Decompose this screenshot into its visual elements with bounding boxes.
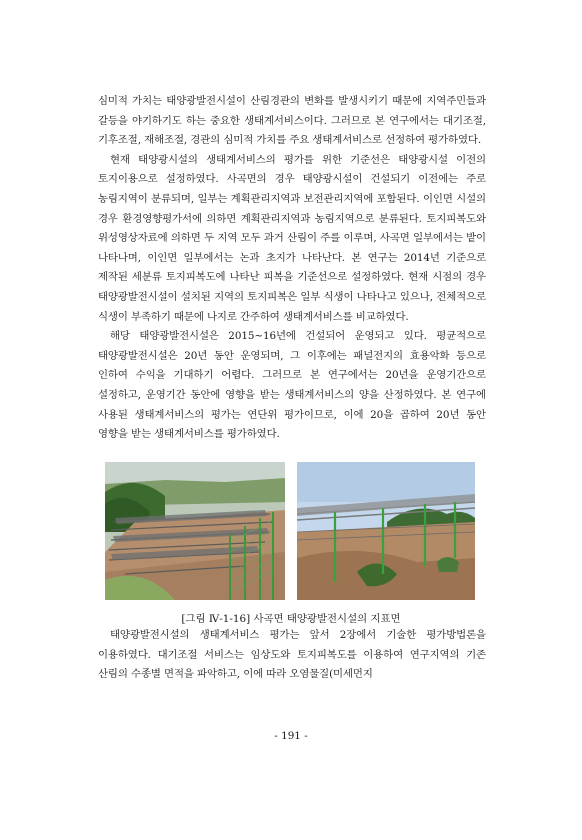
paragraph-2: 현재 태양광시설의 생태계서비스의 평가를 위한 기준선은 태양광시설 이전의 토지이용으로 설정하였다. 사곡면의 경우 태양광시설이 건설되기 이전에는 주로 농림지역이 분류되며, 일부는 계획관리지역과 보전관리지역에 포함된다. 이인면 시설의 경우 환경영향평가서에 의하면 계획관리지역과 농림지역으로 분류된다. 토지피복도와 위성영상자료에 의하면 두 지역 모두 과거 산림이 주를 이루며, 사곡면 일부에서는 밭이 나타나며, 이인면 일부에서는 논과 초지가 나타난다. 본 연구는 2014년 기준으로 제작된 세분류 토지피복도에 나타난 피복을 기준선으로 설정하였다. 현재 시점의 경우 태양광발전시설이 설치된 지역의 토지피복은 일부 식생이 나타나고 있으나, 전체적으로 식생이 부족하기 때문에 나지로 간주하여 생태계서비스를 비교하였다. xyxy=(98,153,486,323)
figure-photos xyxy=(105,462,475,602)
body-text-top xyxy=(98,92,486,445)
page-number: - 191 - xyxy=(274,730,308,742)
paragraph-4: 태양광발전시설의 생태계서비스 평가는 앞서 2장에서 기술한 평가방법론을 이용하였다. 대기조절 서비스는 임상도와 토지피복도를 이용하여 연구지역의 기존 산림의 수종별 면적을 파악하고, 이에 따라 오염물질(미세먼지 xyxy=(98,629,486,681)
figure-caption: [그림 Ⅳ-1-16] 사곡면 태양광발전시설의 지표면 xyxy=(181,613,401,625)
hillside-solar-panels-photo xyxy=(105,462,285,600)
slope-panel-frames-photo xyxy=(297,462,475,600)
body-text-bottom xyxy=(98,626,486,685)
paragraph-3: 해당 태양광발전시설은 2015~16년에 건설되어 운영되고 있다. 평균적으로 태양광발전시설은 20년 동안 운영되며, 그 이후에는 패널전지의 효용악화 등으로 인하여 수익을 기대하기 어렵다. 그러므로 본 연구에서는 20년을 운영기간으로 설정하고, 운영기간 동안에 영향을 받는 생태계서비스의 양을 산정하였다. 본 연구에 사용된 생태계서비스의 평가는 연단위 평가이므로, 이에 20을 곱하여 20년 동안 영향을 받는 생태계서비스를 평가하였다. xyxy=(98,330,486,441)
paragraph-1: 심미적 가치는 태양광발전시설이 산림경관의 변화를 발생시키기 때문에 지역주민들과 갈등을 야기하기도 하는 중요한 생태계서비스이다. 그러므로 본 연구에서는 대기조절, 기후조절, 재해조절, 경관의 심미적 가치를 주요 생태계서비스로 선정하여 평가하였다. xyxy=(98,95,486,147)
